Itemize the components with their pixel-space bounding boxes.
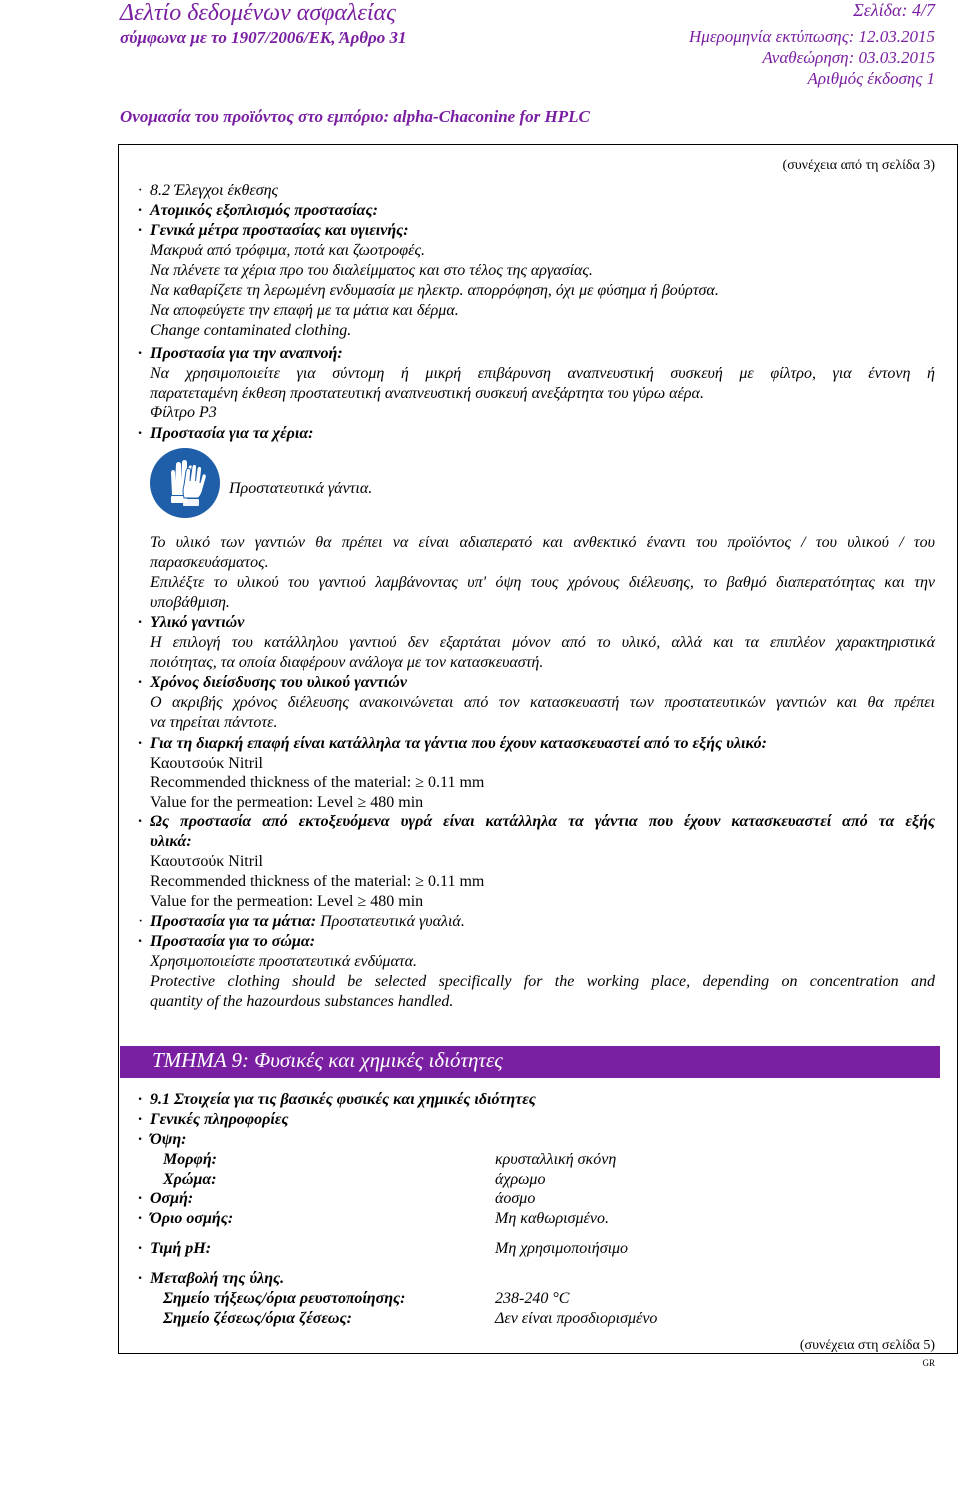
body-heading: Προστασία για το σώμα: [150,933,316,950]
glove-material-heading: Υλικό γαντιών [150,614,245,631]
splash-permeation: Value for the permeation: Level ≥ 480 min [150,893,424,910]
splash-material: Καουτσούκ Nitril [150,853,263,870]
section-9-1-heading: 9.1 Στοιχεία για τις βασικές φυσικές και χημικές ιδιότητες [150,1091,536,1108]
appearance-heading: Όψη: [150,1131,187,1148]
body-text-2a: Protective clothing should be selected specifically for the working place, depending on concentration and [150,973,935,990]
page-number: Σελίδα: 4/7 [853,0,935,20]
splash-thickness-value: 0.11 mm [428,873,485,890]
boiling-value: Δεν είναι προσδιορισμένο [495,1310,658,1327]
long-contact-heading: Για τη διαρκή επαφή είναι κατάλληλα τα γάντια που έχουν κατασκευαστεί από το εξής υλικό: [150,735,767,752]
odor-value: άοσμο [495,1190,536,1207]
hygiene-line-2: Να πλένετε τα χέρια προ του διαλείμματος και στο τέλος της αργασίας. [150,262,593,279]
melting-value: 238-240 °C [495,1290,570,1307]
gloves-text-1b: παρασκευάσματος. [150,554,269,571]
melting-label: Σημείο τήξεως/όρια ρευστοποίησης: [163,1290,406,1307]
long-contact-material: Καουτσούκ Nitril [150,755,263,772]
gloves-text-1a: Το υλικό των γαντιών θα πρέπει να είναι αδιαπερατό και ανθεκτικό έναντι του προϊόντος / του υλικού / του [150,534,935,551]
ph-value: Μη χρησιμοποιήσιμο [495,1240,629,1257]
hygiene-line-4: Να αποφεύγετε την επαφή με τα μάτια και δέρμα. [150,302,459,319]
body-text-2b: quantity of the hazourdous substances handled. [150,993,454,1010]
protective-gloves-icon [149,447,221,519]
eyes-value: Προστατευτικά γυαλιά. [320,913,465,930]
hygiene-line-1: Μακρυά από τρόφιμα, ποτά και ζωοτροφές. [150,242,425,259]
version-number: Αριθμός έκδοσης 1 [807,69,935,88]
long-contact-permeation: Value for the permeation: Level ≥ 480 min [150,794,424,811]
color-value: άχρωμο [495,1171,546,1188]
hygiene-heading: Γενικά μέτρα προστασίας και υγιεινής: [150,222,409,239]
body-text-1: Χρησιμοποιείστε προστατευτικά ενδύματα. [150,953,417,970]
ph-label: Τιμή pH: [150,1240,212,1257]
general-info-heading: Γενικές πληροφορίες [150,1111,289,1128]
regulation-reference: σύμφωνα με το 1907/2006/ΕΚ, Άρθρο 31 [120,28,407,47]
continued-to-note: (συνέχεια στη σελίδα 5) [799,1338,935,1353]
splash-heading-2: υλικά: [150,833,192,850]
section-9-title: ΤΜΗΜΑ 9: Φυσικές και χημικές ιδιότητες [152,1048,503,1072]
long-contact-thickness-value: 0.11 mm [428,774,485,791]
odor-threshold-value: Μη καθωρισμένο. [495,1210,609,1227]
splash-thickness-label: Recommended thickness of the material: [150,873,412,890]
section-8-2-heading: 8.2 Έλεγχοι έκθεσης [150,182,279,199]
respiratory-heading: Προστασία για την αναπνοή: [150,345,343,362]
glove-material-text-2: ποιότητας, τα οποία διαφέρουν ανάλογα με τον κατασκευαστή. [150,654,544,671]
change-of-state-heading: Μεταβολή της ύλης. [150,1270,285,1287]
penetration-text-2: να τηρείται πάντοτε. [150,714,278,731]
ge-symbol-2: ≥ [415,873,425,890]
print-date: Ημερομηνία εκτύπωσης: 12.03.2015 [689,27,935,46]
gloves-text-2a: Επιλέξτε το υλικού του γαντιού λαμβάνοντας υπ' όψη τους χρόνους διέλευσης, το βαθμό διαπερατότητας και την [150,574,935,591]
revision-date: Αναθεώρηση: 03.03.2015 [762,48,935,67]
hygiene-line-5: Change contaminated clothing. [150,322,352,339]
form-value: κρυσταλλική σκόνη [495,1151,617,1168]
boiling-label: Σημείο ζέσεως/όρια ζέσεως: [163,1310,352,1327]
country-code: GR [922,1358,935,1368]
color-label: Χρώμα: [163,1171,217,1188]
penetration-text-1: Ο ακριβής χρόνος διέλευσης ανακοινώνεται από τον κατασκευαστή των προστατευτικών γαντιών και θα πρέπει [150,694,935,711]
continued-from-note: (συνέχεια από τη σελίδα 3) [782,158,935,173]
odor-threshold-label: Όριο οσμής: [150,1210,234,1227]
long-contact-thickness-label: Recommended thickness of the material: [150,774,412,791]
gloves-text-2b: υποβάθμιση. [150,594,230,611]
odor-label: Οσμή: [150,1190,194,1207]
form-label: Μορφή: [163,1151,217,1168]
document-title: Δελτίο δεδομένων ασφαλείας [120,0,396,26]
respiratory-text-1: Να χρησιμοποιείτε για σύντομη ή μικρή επιβάρυνση αναπνευστική συσκευή με φίλτρο, για έντονη ή [150,365,935,382]
hands-heading: Προστασία για τα χέρια: [150,425,314,442]
gloves-caption: Προστατευτικά γάντια. [229,480,373,497]
glove-material-text-1: Η επιλογή του κατάλληλου γαντιού δεν εξαρτάται μόνον από το υλικό, αλλά και τα επιπλέον χαρακτηριστικά [150,634,935,651]
ge-symbol: ≥ [415,774,425,791]
splash-heading-1: Ως προστασία από εκτοξευόμενα υγρά είναι κατάλληλα τα γάντια που έχουν κατασκευαστεί από τα εξής [150,813,935,830]
respiratory-filter: Φίλτρο P3 [150,404,217,421]
product-name: Ονομασία του προϊόντος στο εμπόριο: alpha-Chaconine for HPLC [120,107,590,126]
ppe-heading: Ατομικός εξοπλισμός προστασίας: [150,202,378,219]
respiratory-text-2: παρατεταμένη έκθεση προστατευτική αναπνευστική συσκευή ανεξάρτητα του γύρω αέρα. [150,385,704,402]
eyes-heading: Προστασία για τα μάτια: [150,913,317,930]
penetration-heading: Χρόνος διείσδυσης του υλικού γαντιών [150,674,407,691]
hygiene-line-3: Να καθαρίζετε τη λερωμένη ενδυμασία με ηλεκτρ. απορρόφηση, όχι με φύσημα ή βούρτσα. [150,282,719,299]
